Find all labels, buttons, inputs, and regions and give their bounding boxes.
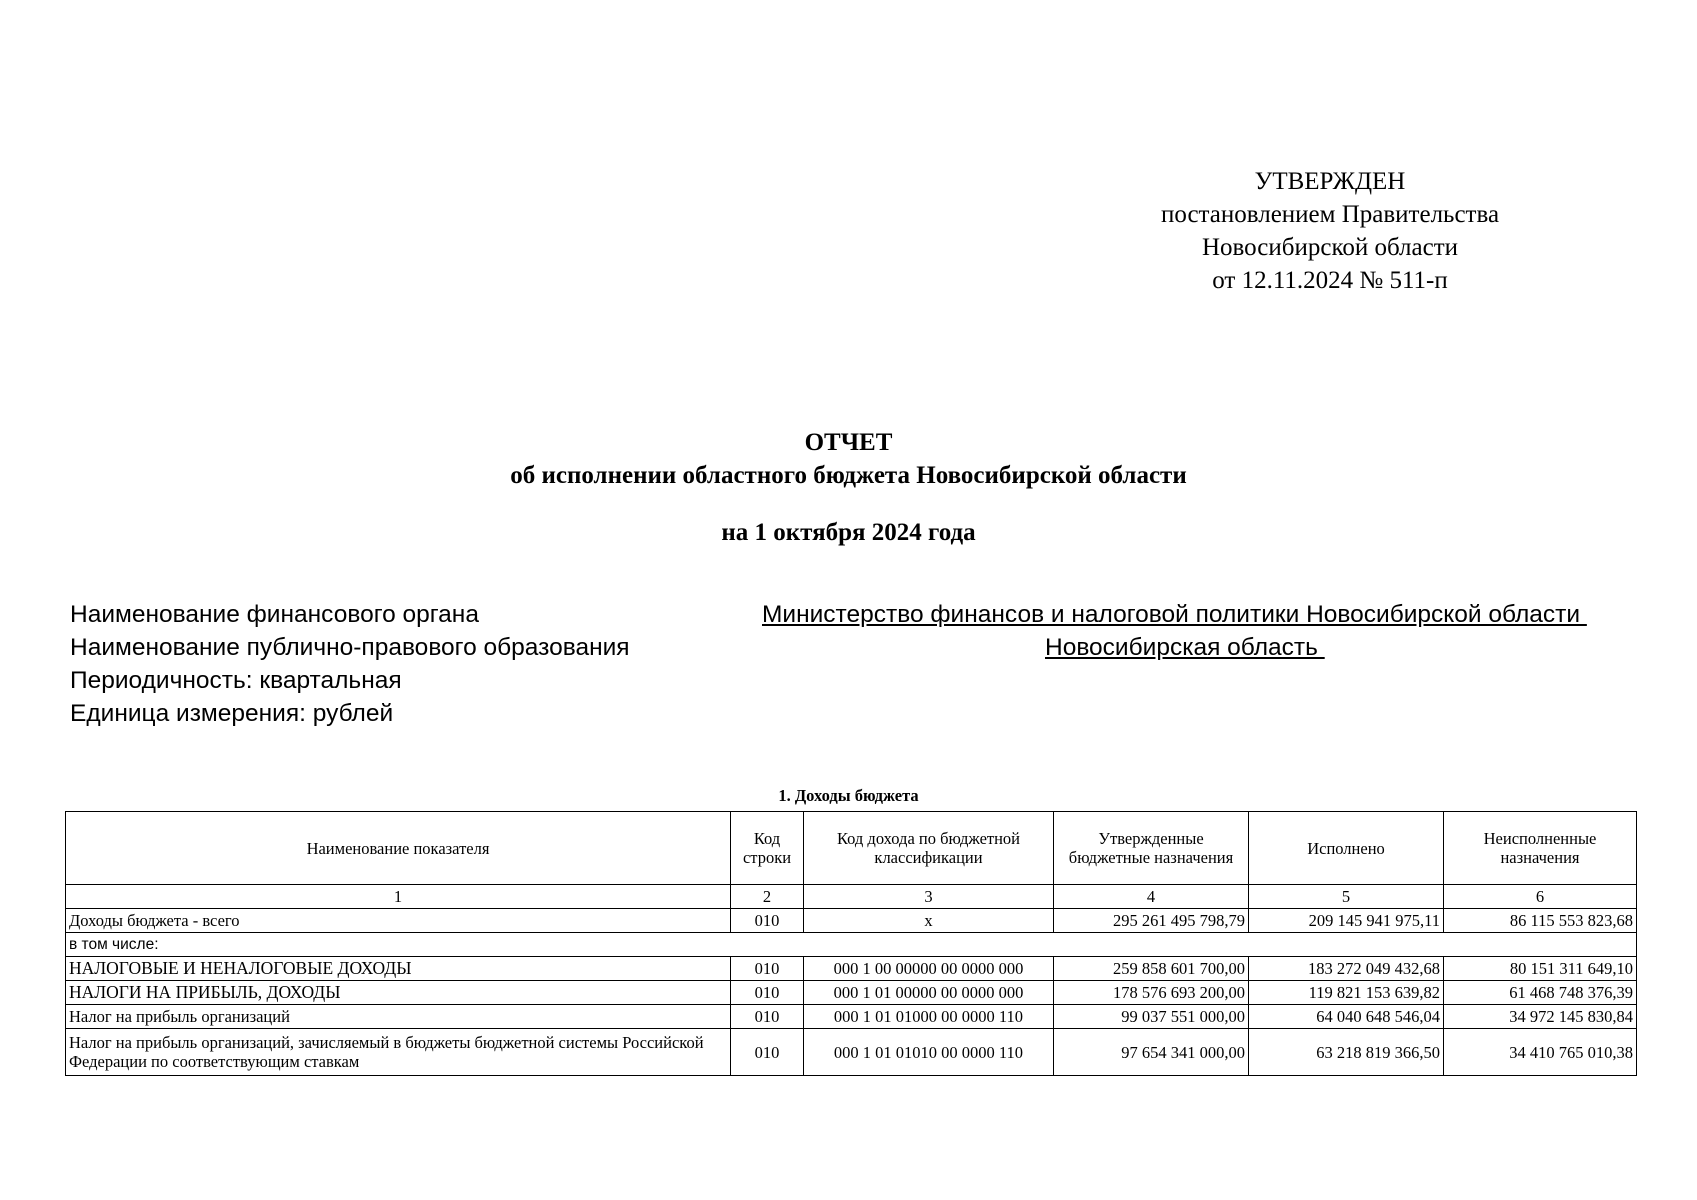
row-executed: 64 040 648 546,04 xyxy=(1249,1005,1444,1029)
column-number: 4 xyxy=(1054,885,1249,909)
row-line-code: 010 xyxy=(731,1029,804,1076)
column-number: 2 xyxy=(731,885,804,909)
column-number: 1 xyxy=(66,885,731,909)
row-executed: 119 821 153 639,82 xyxy=(1249,981,1444,1005)
table-header-row xyxy=(66,812,1637,885)
finance-body-value: Министерство финансов и налоговой политики Новосибирской области xyxy=(762,601,1587,628)
approval-stamp xyxy=(1130,165,1530,297)
table-row xyxy=(66,1029,1637,1076)
row-name: НАЛОГИ НА ПРИБЫЛЬ, ДОХОДЫ xyxy=(66,981,731,1005)
header-approved: Утвержденные бюджетные назначения xyxy=(1054,812,1249,885)
report-title-main: ОТЧЕТ xyxy=(804,429,893,456)
row-revenue-code: х xyxy=(804,909,1054,933)
table-row xyxy=(66,957,1637,981)
approval-line-region: Новосибирской области xyxy=(1201,234,1459,261)
unit-of-measure: Единица измерения: рублей xyxy=(70,700,394,727)
column-number: 5 xyxy=(1249,885,1444,909)
finance-body-label: Наименование финансового органа xyxy=(70,601,479,628)
report-date: на 1 октября 2024 года xyxy=(721,519,976,546)
row-name: НАЛОГОВЫЕ И НЕНАЛОГОВЫЕ ДОХОДЫ xyxy=(66,957,731,981)
row-name: Доходы бюджета - всего xyxy=(66,909,731,933)
row-approved: 259 858 601 700,00 xyxy=(1054,957,1249,981)
row-revenue-code: 000 1 01 00000 00 0000 000 xyxy=(804,981,1054,1005)
row-executed: 183 272 049 432,68 xyxy=(1249,957,1444,981)
periodicity: Периодичность: квартальная xyxy=(70,667,402,694)
header-revenue-code: Код дохода по бюджетной классификации xyxy=(804,812,1054,885)
table-row xyxy=(66,1005,1637,1029)
approval-line-resolution: постановлением Правительства xyxy=(1160,201,1500,228)
report-info xyxy=(70,598,630,730)
row-approved: 99 037 551 000,00 xyxy=(1054,1005,1249,1029)
report-title xyxy=(0,426,1697,549)
row-line-code: 010 xyxy=(731,1005,804,1029)
row-unexecuted: 34 972 145 830,84 xyxy=(1444,1005,1637,1029)
column-number-row xyxy=(66,885,1637,909)
report-title-subtitle: об исполнении областного бюджета Новосибирской области xyxy=(510,462,1187,489)
row-unexecuted: 80 151 311 649,10 xyxy=(1444,957,1637,981)
approval-line-approved: УТВЕРЖДЕН xyxy=(1254,168,1406,195)
row-line-code: 010 xyxy=(731,981,804,1005)
approval-line-date-number: от 12.11.2024 № 511-п xyxy=(1212,267,1448,294)
row-unexecuted: 61 468 748 376,39 xyxy=(1444,981,1637,1005)
column-number: 6 xyxy=(1444,885,1637,909)
row-approved: 97 654 341 000,00 xyxy=(1054,1029,1249,1076)
table-row xyxy=(66,909,1637,933)
row-revenue-code: 000 1 01 01010 00 0000 110 xyxy=(804,1029,1054,1076)
row-line-code: 010 xyxy=(731,957,804,981)
section-title: 1. Доходы бюджета xyxy=(778,786,919,805)
table-row xyxy=(66,933,1637,957)
row-revenue-code: 000 1 00 00000 00 0000 000 xyxy=(804,957,1054,981)
entity-label: Наименование публично-правового образования xyxy=(70,634,630,661)
row-approved: 178 576 693 200,00 xyxy=(1054,981,1249,1005)
header-line-code: Код строки xyxy=(731,812,804,885)
row-executed: 63 218 819 366,50 xyxy=(1249,1029,1444,1076)
row-name: Налог на прибыль организаций, зачисляемый в бюджеты бюджетной системы Российской Федерации по соответствующим ставкам xyxy=(66,1029,731,1076)
row-approved: 295 261 495 798,79 xyxy=(1054,909,1249,933)
row-revenue-code: 000 1 01 01000 00 0000 110 xyxy=(804,1005,1054,1029)
header-unexecuted: Неисполненные назначения xyxy=(1444,812,1637,885)
row-unexecuted: 34 410 765 010,38 xyxy=(1444,1029,1637,1076)
table-row xyxy=(66,981,1637,1005)
header-indicator-name: Наименование показателя xyxy=(66,812,731,885)
revenue-table xyxy=(65,811,1637,1076)
row-unexecuted: 86 115 553 823,68 xyxy=(1444,909,1637,933)
entity-value: Новосибирская область xyxy=(1045,634,1325,661)
row-name: Налог на прибыль организаций xyxy=(66,1005,731,1029)
header-executed: Исполнено xyxy=(1249,812,1444,885)
row-executed: 209 145 941 975,11 xyxy=(1249,909,1444,933)
column-number: 3 xyxy=(804,885,1054,909)
row-name: в том числе: xyxy=(66,933,1637,957)
row-line-code: 010 xyxy=(731,909,804,933)
